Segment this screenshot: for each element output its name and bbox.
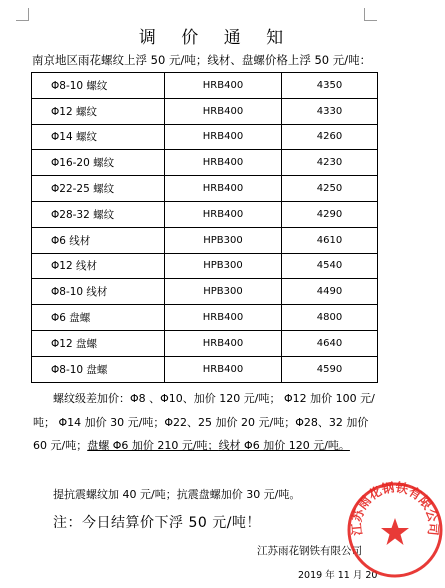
table-row	[32, 279, 378, 305]
grade-cell: HRB400	[165, 73, 282, 99]
spec-cell: Φ6 盘螺	[32, 305, 165, 331]
table-row	[32, 176, 378, 202]
spec-cell: Φ8-10 盘螺	[32, 356, 165, 382]
price-cell: 4330	[282, 98, 378, 124]
settlement-note: 注：今日结算价下浮 50 元/吨！	[53, 515, 261, 531]
price-cell: 4800	[282, 305, 378, 331]
table-row	[32, 356, 378, 382]
price-cell: 4250	[282, 176, 378, 202]
company-name: 江苏雨花钢铁有限公司	[257, 545, 362, 557]
surcharge-coil-text: 盘螺 Φ6 加价 210 元/吨；	[87, 439, 219, 452]
table-row	[32, 227, 378, 253]
price-cell: 4590	[282, 356, 378, 382]
seismic-surcharge-paragraph: 提抗震螺纹加 40 元/吨；抗震盘螺加价 30 元/吨。	[53, 488, 301, 501]
price-table	[31, 72, 378, 383]
price-cell: 4540	[282, 253, 378, 279]
spec-cell: Φ8-10 螺纹	[32, 73, 165, 99]
grade-cell: HRB400	[165, 124, 282, 150]
price-cell: 4230	[282, 150, 378, 176]
spec-cell: Φ22-25 螺纹	[32, 176, 165, 202]
grade-cell: HRB400	[165, 356, 282, 382]
surcharge-paragraph	[33, 387, 379, 458]
grade-cell: HPB300	[165, 227, 282, 253]
table-row	[32, 98, 378, 124]
surcharge-wire-text: 线材 Φ6 加价 120 元/吨。	[218, 439, 350, 452]
table-row	[32, 201, 378, 227]
grade-cell: HPB300	[165, 253, 282, 279]
grade-cell: HPB300	[165, 279, 282, 305]
crop-mark-top-right	[364, 8, 377, 21]
intro-paragraph: 南京地区雨花螺纹上浮 50 元/吨；线材、盘螺价格上浮 50 元/吨：	[32, 53, 372, 67]
table-row	[32, 253, 378, 279]
spec-cell: Φ14 螺纹	[32, 124, 165, 150]
document-title: 调 价 通 知	[138, 28, 294, 48]
price-cell: 4290	[282, 201, 378, 227]
spec-cell: Φ12 线材	[32, 253, 165, 279]
seal-star-icon	[381, 518, 409, 545]
issue-date: 2019 年 11 月 20	[298, 570, 378, 581]
grade-cell: HRB400	[165, 176, 282, 202]
table-row	[32, 330, 378, 356]
spec-cell: Φ8-10 线材	[32, 279, 165, 305]
price-cell: 4490	[282, 279, 378, 305]
spec-cell: Φ12 螺纹	[32, 98, 165, 124]
price-cell: 4260	[282, 124, 378, 150]
spec-cell: Φ12 盘螺	[32, 330, 165, 356]
table-row	[32, 124, 378, 150]
spec-cell: Φ16-20 螺纹	[32, 150, 165, 176]
price-cell: 4350	[282, 73, 378, 99]
grade-cell: HRB400	[165, 98, 282, 124]
grade-cell: HRB400	[165, 305, 282, 331]
spec-cell: Φ28-32 螺纹	[32, 201, 165, 227]
table-row	[32, 150, 378, 176]
grade-cell: HRB400	[165, 330, 282, 356]
price-cell: 4640	[282, 330, 378, 356]
crop-mark-top-left	[16, 8, 29, 21]
table-row	[32, 73, 378, 99]
company-seal	[345, 480, 445, 580]
grade-cell: HRB400	[165, 150, 282, 176]
grade-cell: HRB400	[165, 201, 282, 227]
surcharge-plain-text: 螺纹级差加价：Φ8 、Φ10、加价 120 元/吨； Φ12 加价 100 元/吨； Φ14 加价 30 元/吨；Φ22、25 加价 20 元/吨；Φ28、32 加价 60 元/吨；	[33, 392, 375, 452]
table-row	[32, 305, 378, 331]
price-cell: 4610	[282, 227, 378, 253]
seal-text: 江苏雨花钢铁有限公司	[348, 480, 442, 537]
spec-cell: Φ6 线材	[32, 227, 165, 253]
